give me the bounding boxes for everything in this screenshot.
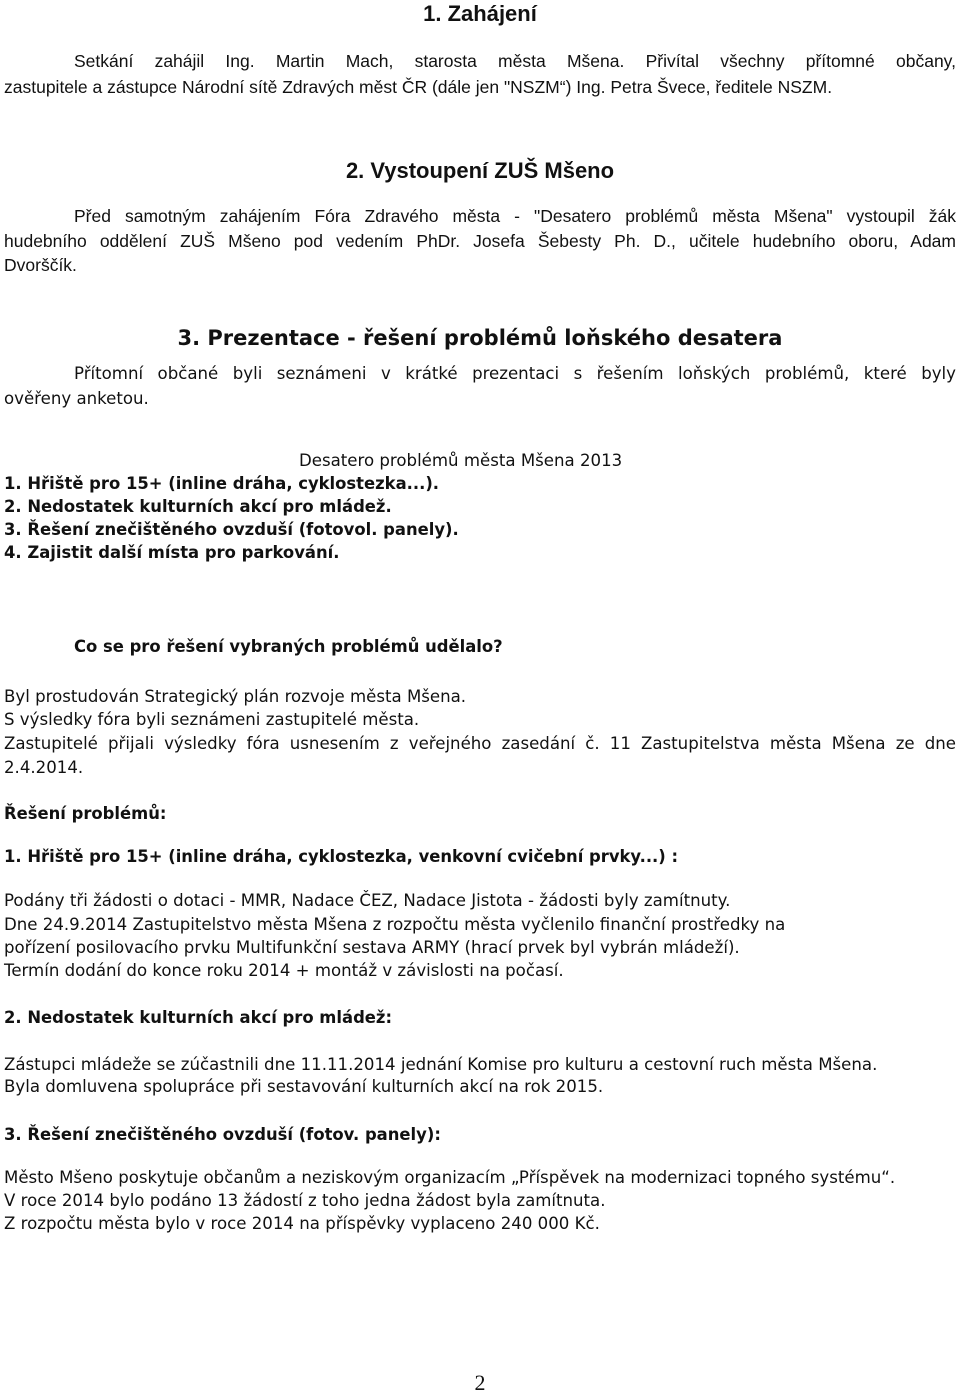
problem-2-line-1: Zástupci mládeže se zúčastnili dne 11.11.2014 jednání Komise pro kulturu a cestovní ruch města Mšena. [4, 1055, 878, 1074]
desatero-item: 4. Zajistit další místa pro parkování. [4, 543, 340, 562]
desatero-list-title: Desatero problémů města Mšena 2013 [299, 451, 623, 470]
problem-3-line-2: V roce 2014 bylo podáno 13 žádostí z toho jedna žádost byla zamítnuta. [4, 1191, 606, 1210]
done-heading: Co se pro řešení vybraných problémů udělalo? [74, 637, 503, 656]
problem-1-line-2: Dne 24.9.2014 Zastupitelstvo města Mšena z rozpočtu města vyčlenilo finanční prostředky na [4, 915, 786, 934]
problem-2-line-2: Byla domluvena spolupráce při sestavování kulturních akcí na rok 2015. [4, 1077, 604, 1096]
section-1-line-2: zastupitele a zástupce Národní sítě Zdravých měst ČR (dále jen "NSZM“) Ing. Petra Švece, ředitele NSZM. [4, 77, 833, 97]
desatero-item: 2. Nedostatek kulturních akcí pro mládež. [4, 497, 392, 516]
problem-1-line-1: Podány tři žádosti o dotaci - MMR, Nadace ČEZ, Nadace Jistota - žádosti byly zamítnuty. [4, 891, 731, 910]
problem-2-heading: 2. Nedostatek kulturních akcí pro mládež: [4, 1008, 393, 1027]
section-1-heading: 1. Zahájení [423, 1, 537, 26]
desatero-item: 1. Hřiště pro 15+ (inline dráha, cyklostezka...). [4, 474, 440, 493]
done-line-3: Zastupitelé přijali výsledky fóra usnesením z veřejného zasedání č. 11 Zastupitelstva města Mšena ze dne [4, 734, 956, 753]
page-number: 2 [474, 1370, 486, 1395]
section-2-line-1: Před samotným zahájením Fóra Zdravého města - "Desatero problémů města Mšena" vystoupil žák [74, 206, 956, 226]
desatero-item: 3. Řešení znečištěného ovzduší (fotovol. panely). [4, 520, 459, 539]
section-3-line-1: Přítomní občané byli seznámeni v krátké prezentaci s řešením loňských problémů, které byly [74, 364, 956, 383]
done-line-4: 2.4.2014. [4, 758, 84, 777]
section-1-line-1: Setkání zahájil Ing. Martin Mach, starosta města Mšena. Přivítal všechny přítomné občany, [74, 51, 956, 71]
problem-3-heading: 3. Řešení znečištěného ovzduší (fotov. panely): [4, 1125, 441, 1144]
done-line-2: S výsledky fóra byli seznámeni zastupitelé města. [4, 710, 420, 729]
section-3-heading: 3. Prezentace - řešení problémů loňského desatera [177, 326, 783, 350]
problem-3-line-1: Město Mšeno poskytuje občanům a neziskovým organizacím „Příspěvek na modernizaci topného systému“. [4, 1168, 896, 1187]
section-2-line-2: hudebního oddělení ZUŠ Mšeno pod vedením PhDr. Josefa Šebesty Ph. D., učitele hudebního oboru, Adam [4, 231, 956, 251]
section-3-line-2: ověřeny anketou. [4, 389, 149, 408]
problem-3-line-3: Z rozpočtu města bylo v roce 2014 na příspěvky vyplaceno 240 000 Kč. [4, 1214, 600, 1233]
problem-1-line-4: Termín dodání do konce roku 2014 + montáž v závislosti na počasí. [4, 961, 564, 980]
section-2-heading: 2. Vystoupení ZUŠ Mšeno [345, 158, 615, 183]
section-2-line-3: Dvorščík. [4, 255, 77, 275]
solutions-heading: Řešení problémů: [4, 804, 167, 823]
problem-1-heading: 1. Hřiště pro 15+ (inline dráha, cyklostezka, venkovní cvičební prvky...) : [4, 847, 679, 866]
problem-1-line-3: pořízení posilovacího prvku Multifunkční sestava ARMY (hrací prvek byl vybrán mládeží). [4, 938, 740, 957]
done-line-1: Byl prostudován Strategický plán rozvoje města Mšena. [4, 687, 467, 706]
